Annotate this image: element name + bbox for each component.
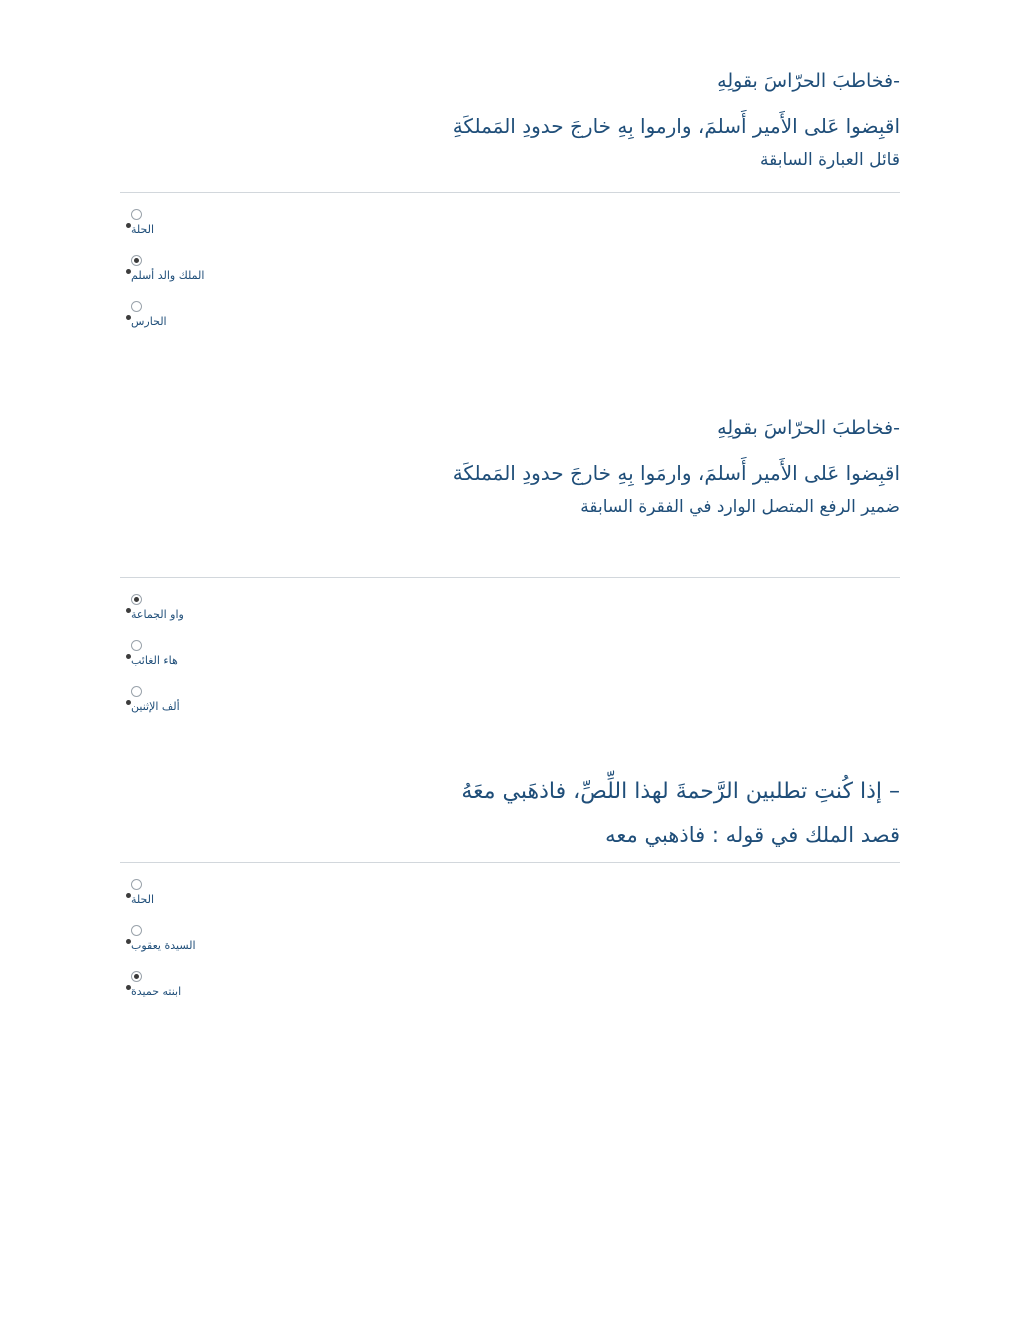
option-item[interactable] <box>120 301 900 339</box>
option-item[interactable] <box>120 971 900 1009</box>
bullet-icon <box>126 893 131 898</box>
question-2-prompt <box>120 413 900 521</box>
bullet-icon <box>126 223 131 228</box>
question-1-line-3: قائل العبارة السابقة <box>760 150 900 170</box>
option-item[interactable] <box>120 640 900 678</box>
option-label: الملك والد أسلم <box>131 269 205 282</box>
option-label: ألف الإثنين <box>131 700 180 713</box>
question-3-prompt <box>120 774 900 852</box>
question-2-line-2: اقبِضوا عَلى الأَمير أَسلمَ، وارمَوا بِهِ خارجَ حدودِ المَملكَة <box>452 461 900 485</box>
option-item[interactable] <box>120 255 900 293</box>
question-1-line-1: -فخاطبَ الحرّاسَ بقولِهِ <box>717 70 900 92</box>
divider <box>120 862 900 863</box>
option-item[interactable] <box>120 879 900 917</box>
radio-button-icon[interactable] <box>131 971 142 982</box>
question-block-1 <box>120 66 900 339</box>
question-3-line-1: – إذا كُنتِ تطلبين الرَّحمةَ لهذا اللِّصِّ، فاذهَبي معَهُ <box>461 779 900 804</box>
question-block-3 <box>120 774 900 1009</box>
section-spacer-2 <box>120 732 900 774</box>
bullet-icon <box>126 985 131 990</box>
section-spacer-1 <box>120 347 900 413</box>
radio-button-icon[interactable] <box>131 209 142 220</box>
question-1-line-2: اقبِضوا عَلى الأَمير أَسلمَ، وارموا بِهِ خارجَ حدودِ المَملكَةِ <box>452 114 900 138</box>
question-block-2 <box>120 413 900 724</box>
bullet-icon <box>126 700 131 705</box>
option-label: ابنته حميدة <box>131 985 182 998</box>
option-item[interactable] <box>120 925 900 963</box>
option-label: الحلة <box>131 893 155 906</box>
radio-button-icon[interactable] <box>131 301 142 312</box>
option-item[interactable] <box>120 209 900 247</box>
option-label: الحلة <box>131 223 155 236</box>
question-1-prompt <box>120 66 900 174</box>
question-2-line-1: -فخاطبَ الحرّاسَ بقولِهِ <box>717 417 900 439</box>
divider <box>120 577 900 578</box>
option-item[interactable] <box>120 686 900 724</box>
radio-button-icon[interactable] <box>131 925 142 936</box>
bullet-icon <box>126 269 131 274</box>
radio-button-icon[interactable] <box>131 255 142 266</box>
radio-button-icon[interactable] <box>131 594 142 605</box>
radio-button-icon[interactable] <box>131 640 142 651</box>
question-3-line-2: قصد الملك في قوله : فاذهبي معه <box>605 823 900 847</box>
question-3-options <box>120 879 900 1009</box>
top-spacer <box>120 0 900 66</box>
bullet-icon <box>126 654 131 659</box>
option-label: واو الجماعة <box>131 608 184 621</box>
bullet-icon <box>126 608 131 613</box>
option-label: السيدة يعقوب <box>131 939 196 952</box>
option-label: هاء الغائب <box>131 654 178 667</box>
question-2-line-3: ضمير الرفع المتصل الوارد في الفقرة السابقة <box>580 497 900 517</box>
question-2-options <box>120 594 900 724</box>
radio-button-icon[interactable] <box>131 879 142 890</box>
radio-button-icon[interactable] <box>131 686 142 697</box>
bullet-icon <box>126 939 131 944</box>
option-label: الحارس <box>131 315 167 328</box>
question-1-options <box>120 209 900 339</box>
option-item[interactable] <box>120 594 900 632</box>
bullet-icon <box>126 315 131 320</box>
divider <box>120 192 900 193</box>
